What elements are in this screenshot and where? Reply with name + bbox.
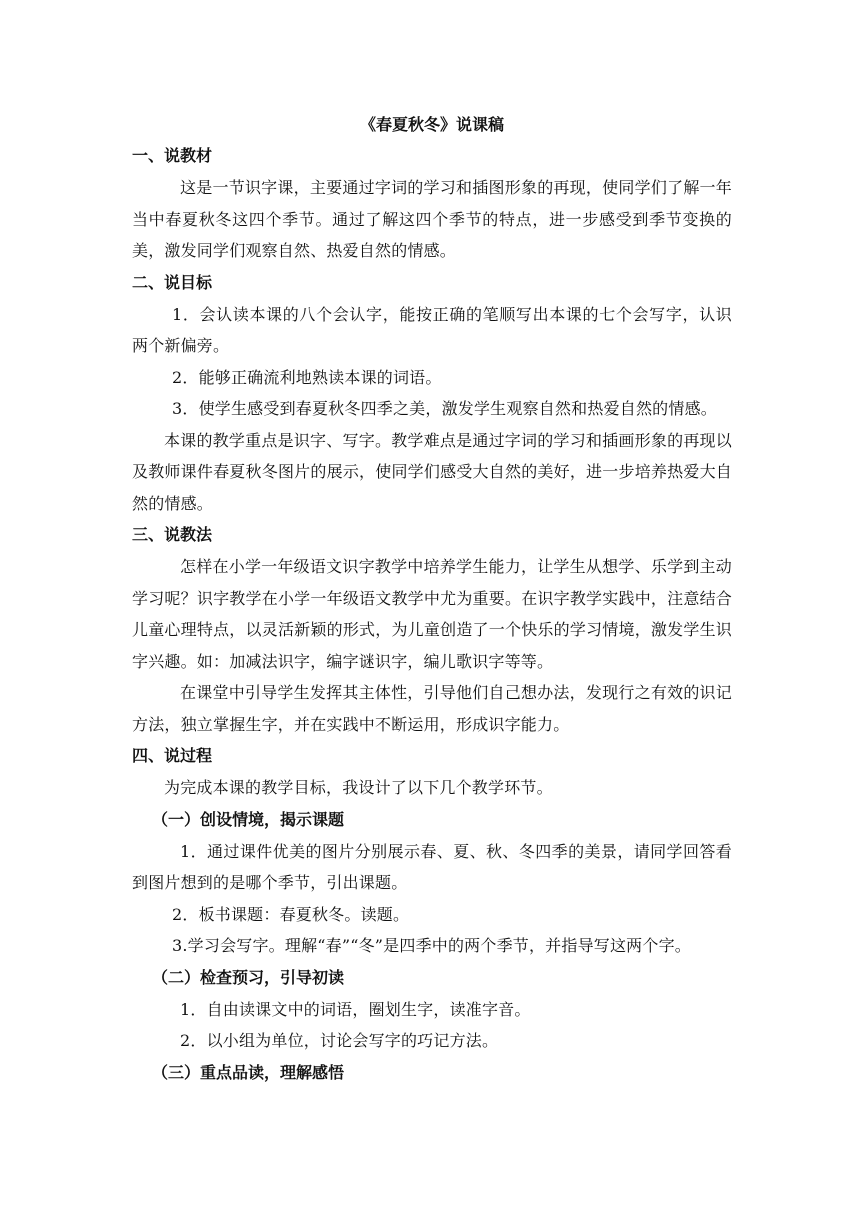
process-item: 1．自由读课文中的词语，圈划生字，读准字音。 xyxy=(180,999,531,1019)
objective-item: 1．会认读本课的八个会认字，能按正确的笔顺写出本课的七个会写字，认识两个新偏旁。 xyxy=(132,304,732,355)
section-heading-teaching-method: 三、说教法 xyxy=(132,525,213,544)
subsection-heading: （一）创设情境，揭示课题 xyxy=(152,809,345,829)
paragraph: 为完成本课的教学目标，我设计了以下几个教学环节。 xyxy=(164,778,553,797)
section-heading-process: 四、说过程 xyxy=(132,746,213,765)
section-heading-teaching-material: 一、说教材 xyxy=(132,146,213,165)
objective-item: 3．使学生感受到春夏秋冬四季之美，激发学生观察自然和热爱自然的情感。 xyxy=(172,399,717,418)
process-item: 1．通过课件优美的图片分别展示春、夏、秋、冬四季的美景，请同学回答看到图片想到的是哪个季节，引出课题。 xyxy=(132,841,732,892)
document-content xyxy=(132,110,732,1089)
process-item: 3.学习会写字。理解“春”“冬”是四季中的两个季节，并指导写这两个字。 xyxy=(172,936,691,955)
paragraph: 在课堂中引导学生发挥其主体性，引导他们自己想办法，发现行之有效的识记方法，独立掌握生字，并在实践中不断运用，形成识字能力。 xyxy=(132,683,732,734)
process-item: 2．以小组为单位，讨论会写字的巧记方法。 xyxy=(180,1031,499,1050)
process-item: 2．板书课题：春夏秋冬。读题。 xyxy=(172,904,410,924)
paragraph: 本课的教学重点是识字、写字。教学难点是通过字词的学习和插画形象的再现以及教师课件春夏秋冬图片的展示，使同学们感受大自然的美好，进一步培养热爱大自然的情感。 xyxy=(132,430,732,513)
subsection-heading: （二）检查预习，引导初读 xyxy=(152,967,345,987)
section-heading-objectives: 二、说目标 xyxy=(132,272,213,292)
paragraph: 怎样在小学一年级语文识字教学中培养学生能力，让学生从想学、乐学到主动学习呢？识字教学在小学一年级语文教学中尤为重要。在识字教学实践中，注意结合儿童心理特点，以灵活新颖的形式，为儿童创造了一个快乐的学习情境，激发学生识字兴趣。如：加减法识字，编字谜识字，编儿歌识字等等。 xyxy=(132,557,732,671)
paragraph: 这是一节识字课，主要通过字词的学习和插图形象的再现，使同学们了解一年当中春夏秋冬这四个季节。通过了解这四个季节的特点，进一步感受到季节变换的美，激发同学们观察自然、热爱自然的情感。 xyxy=(132,178,732,260)
objective-item: 2．能够正确流利地熟读本课的词语。 xyxy=(172,367,442,387)
subsection-heading: （三）重点品读，理解感悟 xyxy=(152,1062,345,1082)
document-title: 《春夏秋冬》说课稿 xyxy=(359,115,504,134)
